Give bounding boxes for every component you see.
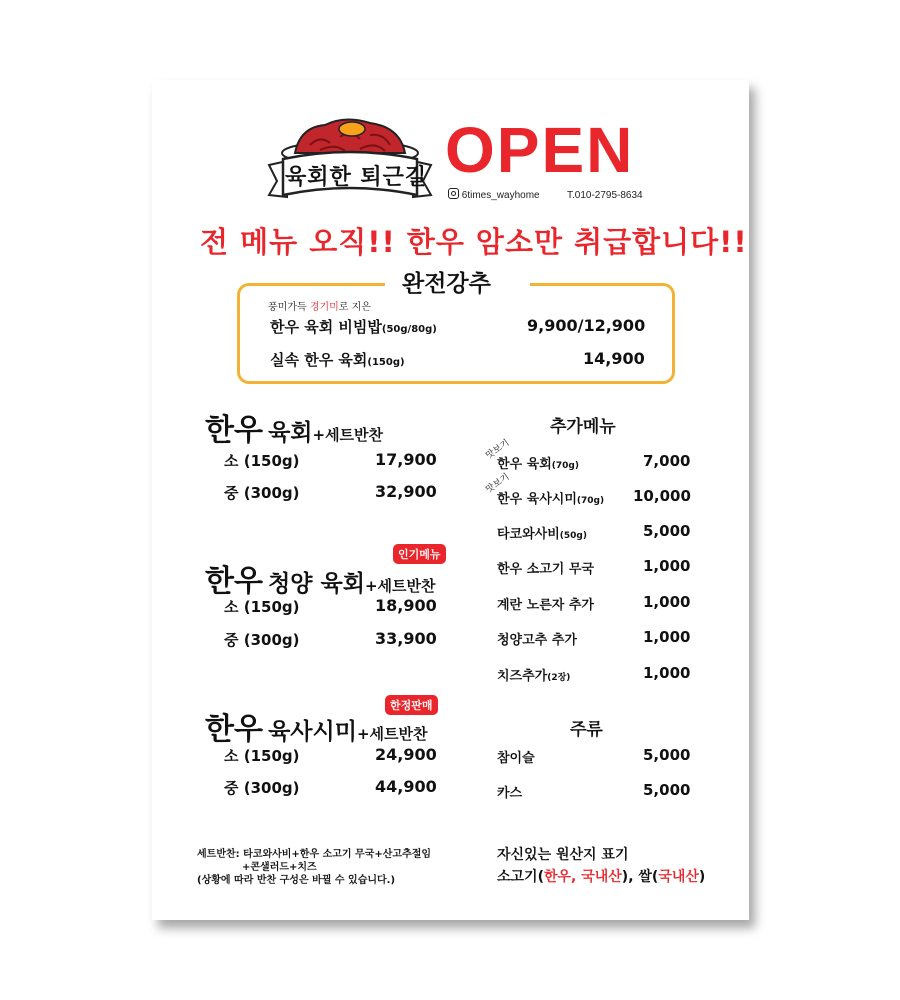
brand-name: 육회한 퇴근길 <box>285 165 428 190</box>
extra-item-6: 청양고추 추가 <box>497 633 577 648</box>
extra-price-1: 7,000 <box>643 452 691 470</box>
extra-price-7: 1,000 <box>643 664 691 682</box>
menu-title-yuksashimi <box>205 704 427 748</box>
title-plus: +세트반찬 <box>312 426 384 444</box>
menu-3-price-medium: 44,900 <box>375 777 437 796</box>
taste-note-1: 맛보기 <box>484 438 512 462</box>
extra-price-4: 1,000 <box>643 557 691 575</box>
open-title: OPEN <box>445 114 635 186</box>
recommended-title: 완전강추 <box>402 271 491 297</box>
origin-beef-red: 한우, 국내산 <box>543 869 622 885</box>
recommended-item-2 <box>270 349 405 370</box>
menu-2-size-small: 소 (150g) <box>224 598 300 616</box>
extra-item-5: 계란 노른자 추가 <box>497 598 594 613</box>
extra-name: 한우 육사시미 <box>497 492 577 507</box>
instagram-icon <box>448 188 459 199</box>
drinks-title: 주류 <box>570 720 603 740</box>
extra-item-4: 한우 소고기 무국 <box>497 562 594 577</box>
drink-item-2: 카스 <box>497 786 523 801</box>
extra-price-5: 1,000 <box>643 593 691 611</box>
extra-item-7 <box>497 665 570 684</box>
origin-rice-red: 국내산 <box>658 869 699 885</box>
menu-title-cheongyang <box>205 556 435 600</box>
taste-note-2: 맛보기 <box>484 472 512 496</box>
extra-price-6: 1,000 <box>643 628 691 646</box>
extra-name: 타코와사비 <box>497 527 560 542</box>
menu-3-size-small: 소 (150g) <box>224 747 300 765</box>
title-mid: 육사시미 <box>268 719 357 745</box>
set-side-line-1: 세트반찬: 타코와사비+한우 소고기 무국+산고추절임 <box>197 849 432 860</box>
extra-name: 한우 육회 <box>497 457 552 472</box>
menu-1-size-small: 소 (150g) <box>224 452 300 470</box>
recommended-price-2: 14,900 <box>583 349 645 368</box>
recommended-note <box>268 298 371 313</box>
drink-price-2: 5,000 <box>643 781 691 799</box>
extra-sub: (50g) <box>559 531 587 541</box>
origin-title: 자신있는 원산지 표기 <box>497 847 629 863</box>
extra-price-3: 5,000 <box>643 522 691 540</box>
item-sub: (150g) <box>367 357 405 368</box>
title-plus: +세트반찬 <box>364 577 436 595</box>
item-name: 한우 육회 비빔밥 <box>270 318 382 336</box>
origin-mid: ), 쌀( <box>621 869 659 885</box>
title-mid: 청양 육회 <box>268 571 365 597</box>
set-side-line-3: (상황에 따라 반찬 구성은 바뀔 수 있습니다.) <box>197 875 396 886</box>
extra-sub: (70g) <box>576 496 605 506</box>
recommended-price-1: 9,900/12,900 <box>527 316 646 335</box>
extra-sub: (70g) <box>551 461 579 471</box>
extra-price-2: 10,000 <box>633 487 691 505</box>
extra-sub: (2장) <box>547 673 571 683</box>
title-big: 한우 <box>205 712 263 747</box>
note-red: 경기미 <box>309 302 339 313</box>
title-big: 한우 <box>205 413 263 448</box>
headline: 전 메뉴 오직!! 한우 암소만 취급합니다!! <box>200 225 748 259</box>
menu-3-price-small: 24,900 <box>375 745 437 764</box>
drink-price-1: 5,000 <box>643 746 691 764</box>
origin-end: ) <box>698 869 706 885</box>
extra-item-1 <box>497 453 579 472</box>
recommended-item-1 <box>270 316 437 337</box>
note-post: 로 지은 <box>338 302 371 313</box>
item-sub: (50g/80g) <box>381 324 437 335</box>
title-plus: +세트반찬 <box>356 725 428 743</box>
phone-number: T.010-2795-8634 <box>566 190 643 201</box>
menu-1-price-small: 17,900 <box>375 450 437 469</box>
note-pre: 풍미가득 <box>268 302 310 313</box>
extra-name: 치즈추가 <box>497 669 548 684</box>
extra-item-3 <box>497 523 587 542</box>
limited-tag: 한정판매 <box>385 695 438 715</box>
menu-1-price-medium: 32,900 <box>375 482 437 501</box>
instagram-line <box>448 188 643 201</box>
instagram-handle: 6times_wayhome <box>461 190 540 201</box>
menu-3-size-medium: 중 (300g) <box>224 779 300 797</box>
menu-2-price-small: 18,900 <box>375 596 437 615</box>
origin-line <box>497 866 705 886</box>
menu-2-size-medium: 중 (300g) <box>224 631 300 649</box>
set-side-line-2: +콘샐러드+치즈 <box>242 862 317 873</box>
drink-item-1: 참이슬 <box>497 751 535 766</box>
item-name: 실속 한우 육회 <box>270 351 368 369</box>
menu-title-yukhoe <box>205 405 383 449</box>
popular-tag: 인기메뉴 <box>393 544 446 564</box>
title-big: 한우 <box>205 564 263 599</box>
extra-menu-title: 추가메뉴 <box>550 417 616 437</box>
menu-1-size-medium: 중 (300g) <box>224 484 300 502</box>
extra-item-2 <box>497 488 604 507</box>
title-mid: 육회 <box>268 420 313 446</box>
origin-beef: 소고기( <box>497 869 544 885</box>
menu-2-price-medium: 33,900 <box>375 629 437 648</box>
